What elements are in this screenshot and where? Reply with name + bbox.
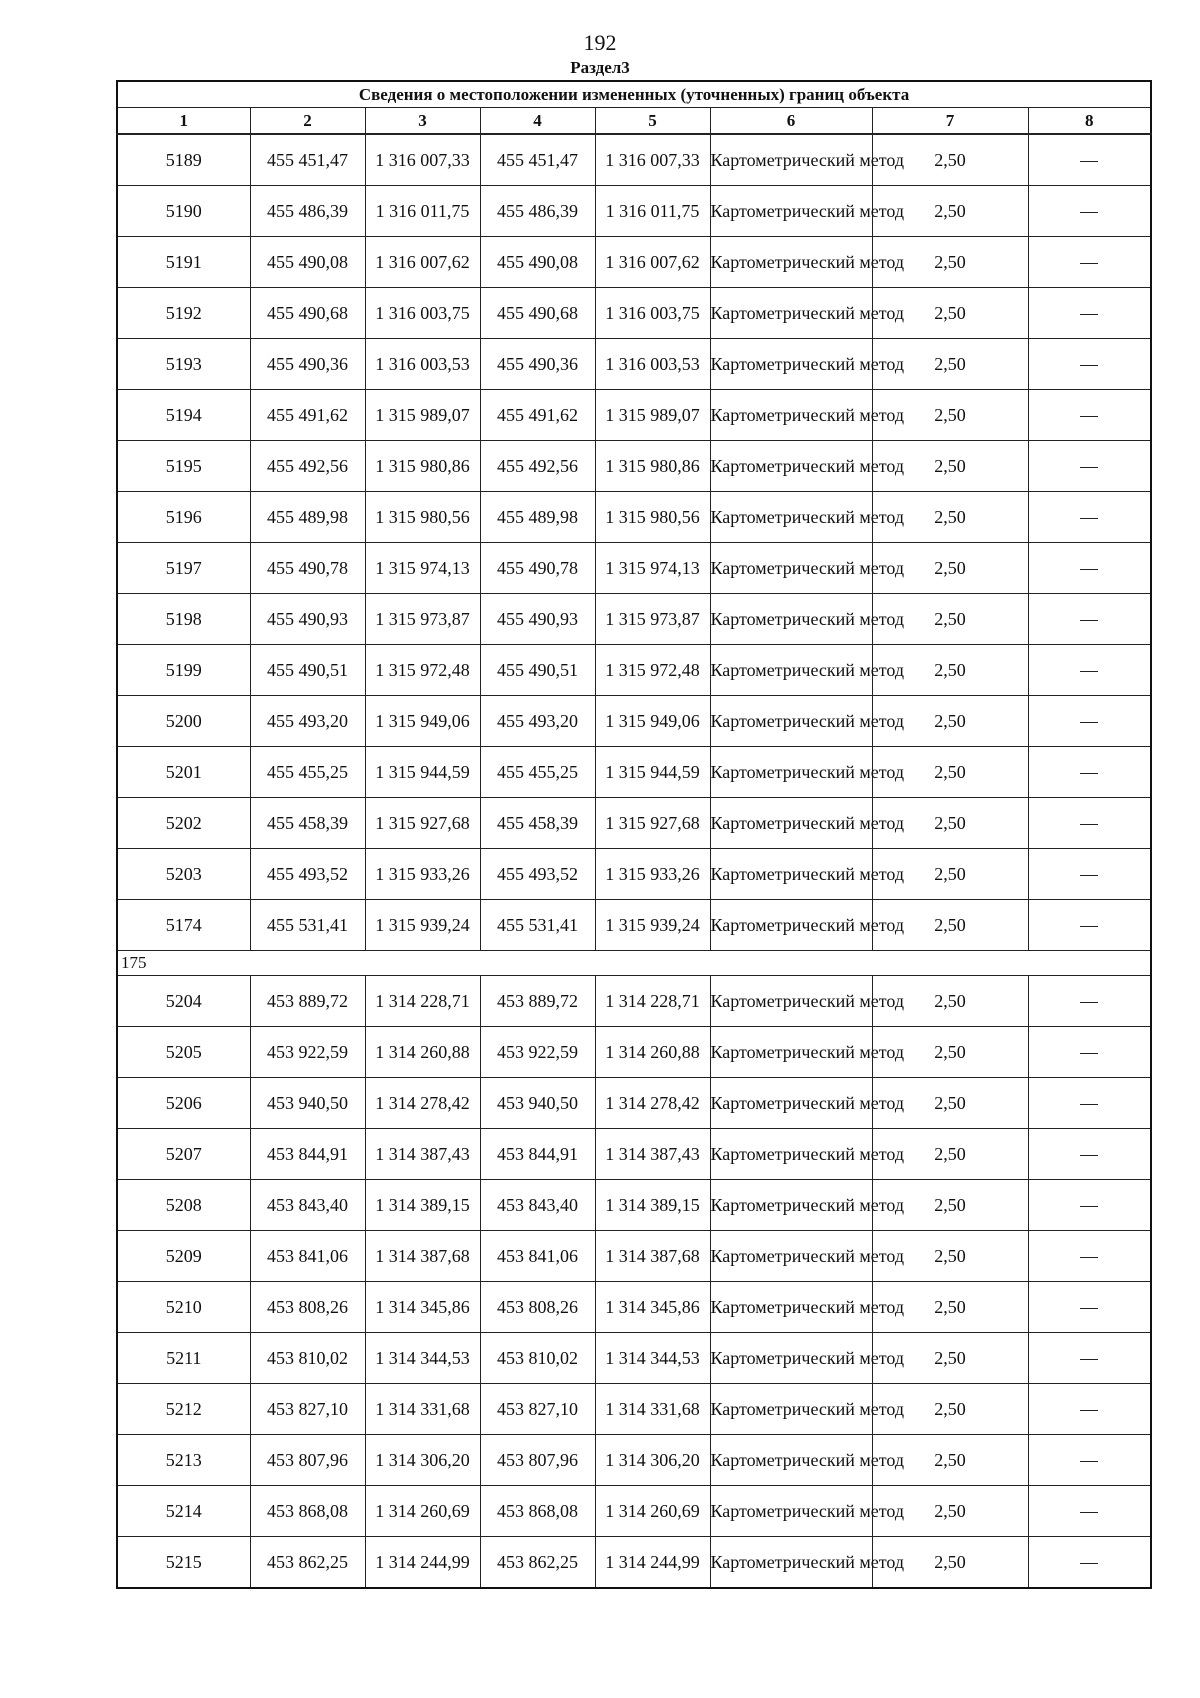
x-new-cell: 455 458,39 <box>480 798 595 849</box>
point-number-cell: 5213 <box>117 1435 250 1486</box>
y-old-cell: 1 314 345,86 <box>365 1282 480 1333</box>
y-new-cell: 1 314 278,42 <box>595 1078 710 1129</box>
method-cell: Картометрический метод <box>710 1333 872 1384</box>
description-cell <box>1028 798 1151 849</box>
dash-mark <box>1080 1104 1098 1105</box>
x-new-cell: 455 490,68 <box>480 288 595 339</box>
y-new-cell: 1 316 003,53 <box>595 339 710 390</box>
x-new-cell: 453 940,50 <box>480 1078 595 1129</box>
accuracy-cell: 2,50 <box>872 1486 1028 1537</box>
accuracy-cell: 2,50 <box>872 543 1028 594</box>
point-number-cell: 5192 <box>117 288 250 339</box>
point-number-cell: 5198 <box>117 594 250 645</box>
dash-mark <box>1080 263 1098 264</box>
dash-mark <box>1080 1359 1098 1360</box>
table-row <box>117 1180 1151 1231</box>
method-cell: Картометрический метод <box>710 900 872 951</box>
accuracy-cell: 2,50 <box>872 1027 1028 1078</box>
description-cell <box>1028 696 1151 747</box>
x-new-cell: 453 810,02 <box>480 1333 595 1384</box>
accuracy-cell: 2,50 <box>872 594 1028 645</box>
dash-mark <box>1080 926 1098 927</box>
accuracy-cell: 2,50 <box>872 441 1028 492</box>
description-cell <box>1028 1231 1151 1282</box>
y-new-cell: 1 314 345,86 <box>595 1282 710 1333</box>
x-new-cell: 453 844,91 <box>480 1129 595 1180</box>
x-old-cell: 453 868,08 <box>250 1486 365 1537</box>
point-number-cell: 5203 <box>117 849 250 900</box>
point-number-cell: 5199 <box>117 645 250 696</box>
method-cell: Картометрический метод <box>710 543 872 594</box>
table-row <box>117 849 1151 900</box>
y-new-cell: 1 314 344,53 <box>595 1333 710 1384</box>
table-row <box>117 237 1151 288</box>
table-row <box>117 1435 1151 1486</box>
method-cell: Картометрический метод <box>710 288 872 339</box>
y-new-cell: 1 316 007,33 <box>595 134 710 186</box>
y-old-cell: 1 316 007,62 <box>365 237 480 288</box>
point-number-cell: 5191 <box>117 237 250 288</box>
table-row <box>117 798 1151 849</box>
method-cell: Картометрический метод <box>710 798 872 849</box>
table-row <box>117 492 1151 543</box>
accuracy-cell: 2,50 <box>872 186 1028 237</box>
description-cell <box>1028 186 1151 237</box>
y-new-cell: 1 315 973,87 <box>595 594 710 645</box>
y-old-cell: 1 315 973,87 <box>365 594 480 645</box>
accuracy-cell: 2,50 <box>872 1333 1028 1384</box>
point-number-cell: 5202 <box>117 798 250 849</box>
point-number-cell: 5204 <box>117 976 250 1027</box>
x-old-cell: 453 827,10 <box>250 1384 365 1435</box>
accuracy-cell: 2,50 <box>872 1435 1028 1486</box>
point-number-cell: 5210 <box>117 1282 250 1333</box>
x-new-cell: 455 486,39 <box>480 186 595 237</box>
dash-mark <box>1080 1308 1098 1309</box>
point-number-cell: 5208 <box>117 1180 250 1231</box>
accuracy-cell: 2,50 <box>872 849 1028 900</box>
method-cell: Картометрический метод <box>710 390 872 441</box>
method-cell: Картометрический метод <box>710 441 872 492</box>
description-cell <box>1028 1180 1151 1231</box>
y-new-cell: 1 315 949,06 <box>595 696 710 747</box>
accuracy-cell: 2,50 <box>872 696 1028 747</box>
table-row <box>117 288 1151 339</box>
column-header: 7 <box>872 108 1028 135</box>
column-header: 4 <box>480 108 595 135</box>
y-new-cell: 1 315 972,48 <box>595 645 710 696</box>
y-new-cell: 1 316 003,75 <box>595 288 710 339</box>
y-old-cell: 1 314 389,15 <box>365 1180 480 1231</box>
y-new-cell: 1 316 011,75 <box>595 186 710 237</box>
column-header: 5 <box>595 108 710 135</box>
point-number-cell: 5214 <box>117 1486 250 1537</box>
y-old-cell: 1 314 260,88 <box>365 1027 480 1078</box>
description-cell <box>1028 849 1151 900</box>
description-cell <box>1028 976 1151 1027</box>
y-old-cell: 1 316 003,53 <box>365 339 480 390</box>
x-old-cell: 455 491,62 <box>250 390 365 441</box>
method-cell: Картометрический метод <box>710 339 872 390</box>
dash-mark <box>1080 1053 1098 1054</box>
description-cell <box>1028 492 1151 543</box>
x-old-cell: 453 862,25 <box>250 1537 365 1589</box>
x-new-cell: 453 862,25 <box>480 1537 595 1589</box>
accuracy-cell: 2,50 <box>872 747 1028 798</box>
method-cell: Картометрический метод <box>710 1129 872 1180</box>
description-cell <box>1028 1384 1151 1435</box>
x-old-cell: 455 489,98 <box>250 492 365 543</box>
y-new-cell: 1 315 939,24 <box>595 900 710 951</box>
y-old-cell: 1 315 980,56 <box>365 492 480 543</box>
method-cell: Картометрический метод <box>710 1537 872 1589</box>
description-cell <box>1028 237 1151 288</box>
method-cell: Картометрический метод <box>710 645 872 696</box>
table-row <box>117 594 1151 645</box>
point-number-cell: 5194 <box>117 390 250 441</box>
x-old-cell: 455 486,39 <box>250 186 365 237</box>
dash-mark <box>1080 467 1098 468</box>
dash-mark <box>1080 314 1098 315</box>
table-row <box>117 976 1151 1027</box>
table-row <box>117 900 1151 951</box>
method-cell: Картометрический метод <box>710 1078 872 1129</box>
method-cell: Картометрический метод <box>710 696 872 747</box>
y-old-cell: 1 315 972,48 <box>365 645 480 696</box>
description-cell <box>1028 134 1151 186</box>
table-row <box>117 543 1151 594</box>
table-row <box>117 186 1151 237</box>
description-cell <box>1028 1078 1151 1129</box>
point-number-cell: 5212 <box>117 1384 250 1435</box>
dash-mark <box>1080 1257 1098 1258</box>
y-new-cell: 1 314 387,43 <box>595 1129 710 1180</box>
dash-mark <box>1080 1461 1098 1462</box>
x-old-cell: 455 493,20 <box>250 696 365 747</box>
point-number-cell: 5190 <box>117 186 250 237</box>
dash-mark <box>1080 1512 1098 1513</box>
description-cell <box>1028 390 1151 441</box>
table-row <box>117 1537 1151 1589</box>
description-cell <box>1028 900 1151 951</box>
point-number-cell: 5209 <box>117 1231 250 1282</box>
x-new-cell: 455 451,47 <box>480 134 595 186</box>
x-new-cell: 453 922,59 <box>480 1027 595 1078</box>
description-cell <box>1028 1027 1151 1078</box>
x-old-cell: 455 493,52 <box>250 849 365 900</box>
x-old-cell: 455 492,56 <box>250 441 365 492</box>
table-row <box>117 1027 1151 1078</box>
table-row <box>117 1486 1151 1537</box>
table-row <box>117 1333 1151 1384</box>
x-old-cell: 455 531,41 <box>250 900 365 951</box>
x-new-cell: 453 827,10 <box>480 1384 595 1435</box>
column-header-row <box>117 108 1151 135</box>
accuracy-cell: 2,50 <box>872 645 1028 696</box>
description-cell <box>1028 441 1151 492</box>
x-new-cell: 453 841,06 <box>480 1231 595 1282</box>
accuracy-cell: 2,50 <box>872 1078 1028 1129</box>
method-cell: Картометрический метод <box>710 594 872 645</box>
table-row <box>117 1129 1151 1180</box>
x-new-cell: 455 490,78 <box>480 543 595 594</box>
dash-mark <box>1080 824 1098 825</box>
y-old-cell: 1 314 331,68 <box>365 1384 480 1435</box>
method-cell: Картометрический метод <box>710 976 872 1027</box>
y-old-cell: 1 314 278,42 <box>365 1078 480 1129</box>
dash-mark <box>1080 875 1098 876</box>
dash-mark <box>1080 518 1098 519</box>
description-cell <box>1028 1435 1151 1486</box>
description-cell <box>1028 594 1151 645</box>
column-header: 2 <box>250 108 365 135</box>
x-old-cell: 453 808,26 <box>250 1282 365 1333</box>
y-old-cell: 1 314 387,68 <box>365 1231 480 1282</box>
x-new-cell: 455 490,36 <box>480 339 595 390</box>
y-old-cell: 1 315 933,26 <box>365 849 480 900</box>
table-row <box>117 645 1151 696</box>
description-cell <box>1028 1333 1151 1384</box>
dash-mark <box>1080 161 1098 162</box>
table-row <box>117 134 1151 186</box>
x-new-cell: 455 489,98 <box>480 492 595 543</box>
x-new-cell: 455 490,51 <box>480 645 595 696</box>
table-row <box>117 1231 1151 1282</box>
y-new-cell: 1 315 980,86 <box>595 441 710 492</box>
point-number-cell: 5197 <box>117 543 250 594</box>
x-new-cell: 455 490,93 <box>480 594 595 645</box>
y-old-cell: 1 315 944,59 <box>365 747 480 798</box>
table-row <box>117 390 1151 441</box>
dash-mark <box>1080 212 1098 213</box>
y-old-cell: 1 314 387,43 <box>365 1129 480 1180</box>
y-old-cell: 1 314 260,69 <box>365 1486 480 1537</box>
point-number-cell: 5201 <box>117 747 250 798</box>
x-old-cell: 455 455,25 <box>250 747 365 798</box>
point-number-cell: 5206 <box>117 1078 250 1129</box>
y-new-cell: 1 315 944,59 <box>595 747 710 798</box>
point-number-cell: 5196 <box>117 492 250 543</box>
method-cell: Картометрический метод <box>710 1282 872 1333</box>
x-old-cell: 455 490,78 <box>250 543 365 594</box>
x-old-cell: 455 451,47 <box>250 134 365 186</box>
section-title: Раздел3 <box>570 58 630 77</box>
accuracy-cell: 2,50 <box>872 1537 1028 1589</box>
x-old-cell: 455 490,36 <box>250 339 365 390</box>
x-old-cell: 453 844,91 <box>250 1129 365 1180</box>
rows-after-group <box>117 976 1151 1589</box>
point-number-cell: 5200 <box>117 696 250 747</box>
table-row <box>117 441 1151 492</box>
method-cell: Картометрический метод <box>710 1486 872 1537</box>
description-cell <box>1028 543 1151 594</box>
dash-mark <box>1080 1206 1098 1207</box>
x-old-cell: 453 940,50 <box>250 1078 365 1129</box>
x-old-cell: 455 490,68 <box>250 288 365 339</box>
y-new-cell: 1 315 980,56 <box>595 492 710 543</box>
table-row <box>117 1078 1151 1129</box>
y-old-cell: 1 316 007,33 <box>365 134 480 186</box>
y-new-cell: 1 314 260,69 <box>595 1486 710 1537</box>
dash-mark <box>1080 620 1098 621</box>
group-label: 175 <box>117 951 1151 976</box>
accuracy-cell: 2,50 <box>872 976 1028 1027</box>
y-old-cell: 1 314 344,53 <box>365 1333 480 1384</box>
description-cell <box>1028 1282 1151 1333</box>
y-old-cell: 1 315 980,86 <box>365 441 480 492</box>
point-number-cell: 5193 <box>117 339 250 390</box>
accuracy-cell: 2,50 <box>872 900 1028 951</box>
accuracy-cell: 2,50 <box>872 390 1028 441</box>
accuracy-cell: 2,50 <box>872 1231 1028 1282</box>
x-new-cell: 455 531,41 <box>480 900 595 951</box>
y-new-cell: 1 314 244,99 <box>595 1537 710 1589</box>
dash-mark <box>1080 1002 1098 1003</box>
x-old-cell: 453 841,06 <box>250 1231 365 1282</box>
method-cell: Картометрический метод <box>710 1435 872 1486</box>
x-new-cell: 455 493,20 <box>480 696 595 747</box>
y-old-cell: 1 314 228,71 <box>365 976 480 1027</box>
table-row <box>117 1282 1151 1333</box>
point-number-cell: 5189 <box>117 134 250 186</box>
dash-mark <box>1080 1410 1098 1411</box>
x-new-cell: 455 492,56 <box>480 441 595 492</box>
method-cell: Картометрический метод <box>710 849 872 900</box>
y-new-cell: 1 315 974,13 <box>595 543 710 594</box>
accuracy-cell: 2,50 <box>872 1129 1028 1180</box>
method-cell: Картометрический метод <box>710 747 872 798</box>
y-new-cell: 1 314 306,20 <box>595 1435 710 1486</box>
x-new-cell: 455 490,08 <box>480 237 595 288</box>
accuracy-cell: 2,50 <box>872 237 1028 288</box>
point-number-cell: 5215 <box>117 1537 250 1589</box>
dash-mark <box>1080 722 1098 723</box>
table-row <box>117 696 1151 747</box>
description-cell <box>1028 747 1151 798</box>
group-separator-row <box>117 951 1151 976</box>
accuracy-cell: 2,50 <box>872 134 1028 186</box>
description-cell <box>1028 339 1151 390</box>
table-row <box>117 747 1151 798</box>
x-new-cell: 453 808,26 <box>480 1282 595 1333</box>
y-old-cell: 1 315 939,24 <box>365 900 480 951</box>
page-number: 192 <box>583 30 617 55</box>
x-new-cell: 455 455,25 <box>480 747 595 798</box>
x-new-cell: 453 868,08 <box>480 1486 595 1537</box>
x-new-cell: 453 807,96 <box>480 1435 595 1486</box>
x-old-cell: 453 922,59 <box>250 1027 365 1078</box>
method-cell: Картометрический метод <box>710 1384 872 1435</box>
dash-mark <box>1080 365 1098 366</box>
y-old-cell: 1 315 927,68 <box>365 798 480 849</box>
y-new-cell: 1 314 260,88 <box>595 1027 710 1078</box>
description-cell <box>1028 645 1151 696</box>
accuracy-cell: 2,50 <box>872 492 1028 543</box>
dash-mark <box>1080 1155 1098 1156</box>
x-new-cell: 453 843,40 <box>480 1180 595 1231</box>
dash-mark <box>1080 416 1098 417</box>
y-old-cell: 1 316 011,75 <box>365 186 480 237</box>
method-cell: Картометрический метод <box>710 237 872 288</box>
method-cell: Картометрический метод <box>710 134 872 186</box>
table-caption: Сведения о местоположении измененных (уточненных) границ объекта <box>117 81 1151 108</box>
y-old-cell: 1 316 003,75 <box>365 288 480 339</box>
x-new-cell: 453 889,72 <box>480 976 595 1027</box>
x-old-cell: 453 843,40 <box>250 1180 365 1231</box>
y-new-cell: 1 316 007,62 <box>595 237 710 288</box>
y-old-cell: 1 315 989,07 <box>365 390 480 441</box>
accuracy-cell: 2,50 <box>872 288 1028 339</box>
x-old-cell: 455 490,51 <box>250 645 365 696</box>
dash-mark <box>1080 1563 1098 1564</box>
x-new-cell: 455 493,52 <box>480 849 595 900</box>
accuracy-cell: 2,50 <box>872 1180 1028 1231</box>
x-old-cell: 453 889,72 <box>250 976 365 1027</box>
y-new-cell: 1 315 933,26 <box>595 849 710 900</box>
y-new-cell: 1 314 331,68 <box>595 1384 710 1435</box>
method-cell: Картометрический метод <box>710 186 872 237</box>
point-number-cell: 5211 <box>117 1333 250 1384</box>
accuracy-cell: 2,50 <box>872 798 1028 849</box>
y-old-cell: 1 314 244,99 <box>365 1537 480 1589</box>
table-row <box>117 339 1151 390</box>
dash-mark <box>1080 569 1098 570</box>
y-old-cell: 1 314 306,20 <box>365 1435 480 1486</box>
column-header: 3 <box>365 108 480 135</box>
method-cell: Картометрический метод <box>710 1180 872 1231</box>
accuracy-cell: 2,50 <box>872 339 1028 390</box>
accuracy-cell: 2,50 <box>872 1384 1028 1435</box>
point-number-cell: 5195 <box>117 441 250 492</box>
x-new-cell: 455 491,62 <box>480 390 595 441</box>
dash-mark <box>1080 773 1098 774</box>
y-new-cell: 1 315 927,68 <box>595 798 710 849</box>
y-old-cell: 1 315 974,13 <box>365 543 480 594</box>
method-cell: Картометрический метод <box>710 1027 872 1078</box>
column-header: 1 <box>117 108 250 135</box>
dash-mark <box>1080 671 1098 672</box>
description-cell <box>1028 288 1151 339</box>
description-cell <box>1028 1129 1151 1180</box>
x-old-cell: 455 458,39 <box>250 798 365 849</box>
x-old-cell: 455 490,93 <box>250 594 365 645</box>
description-cell <box>1028 1537 1151 1589</box>
column-header: 8 <box>1028 108 1151 135</box>
y-old-cell: 1 315 949,06 <box>365 696 480 747</box>
point-number-cell: 5207 <box>117 1129 250 1180</box>
method-cell: Картометрический метод <box>710 1231 872 1282</box>
point-number-cell: 5205 <box>117 1027 250 1078</box>
point-number-cell: 5174 <box>117 900 250 951</box>
y-new-cell: 1 315 989,07 <box>595 390 710 441</box>
y-new-cell: 1 314 228,71 <box>595 976 710 1027</box>
accuracy-cell: 2,50 <box>872 1282 1028 1333</box>
description-cell <box>1028 1486 1151 1537</box>
x-old-cell: 453 807,96 <box>250 1435 365 1486</box>
table-row <box>117 1384 1151 1435</box>
coordinates-table <box>116 80 1152 1589</box>
x-old-cell: 453 810,02 <box>250 1333 365 1384</box>
method-cell: Картометрический метод <box>710 492 872 543</box>
y-new-cell: 1 314 387,68 <box>595 1231 710 1282</box>
y-new-cell: 1 314 389,15 <box>595 1180 710 1231</box>
x-old-cell: 455 490,08 <box>250 237 365 288</box>
rows-before-group <box>117 134 1151 951</box>
column-header: 6 <box>710 108 872 135</box>
